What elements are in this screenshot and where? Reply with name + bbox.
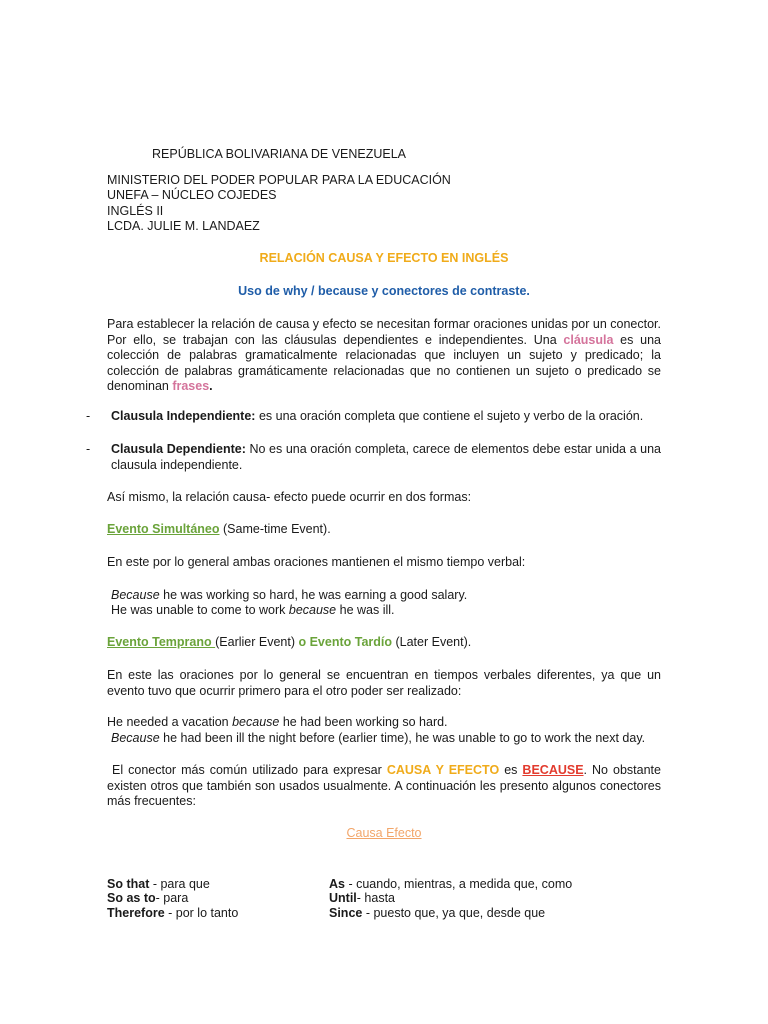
intro-part3: . [209, 379, 213, 393]
causa-efecto-highlight: CAUSA Y EFECTO [386, 763, 500, 777]
intro-paragraph [107, 317, 661, 395]
example-post: he was ill. [336, 603, 395, 617]
example-rest: he had been ill the night before (earlier time), he was unable to go to work the next day. [159, 731, 646, 745]
example-sentence [111, 588, 467, 604]
header-course: INGLÉS II [107, 204, 164, 218]
connector-term: As [329, 877, 345, 891]
bullet-term: Clausula Dependiente: [111, 442, 246, 456]
header-ministry: MINISTERIO DEL PODER POPULAR PARA LA EDUCACIÓN [107, 173, 451, 187]
example-sentence [111, 603, 395, 619]
because-highlight: BECAUSE [522, 763, 584, 777]
connector-item [329, 906, 545, 922]
conector-pre: El conector más común utilizado para expresar [112, 763, 387, 777]
conector-post: . No obstante existen otros que también son usados usualmente. A continuación les presento algunos conectores más frecuentes: [107, 763, 661, 808]
connector-meaning: - para [155, 891, 189, 905]
example-sentence [107, 715, 448, 731]
example-italic: Because [111, 731, 160, 745]
bullet-dependiente [111, 442, 661, 473]
connector-meaning: - para que [149, 877, 210, 891]
table-title: Causa Efecto [346, 826, 422, 840]
connector-term: So as to [107, 891, 156, 905]
term-clausula: cláusula [563, 332, 614, 347]
header-country: REPÚBLICA BOLIVARIANA DE VENEZUELA [152, 147, 407, 161]
connector-item [107, 891, 188, 907]
bullet-term: Clausula Independiente: [111, 409, 256, 423]
example-pre: He was unable to come to work [111, 603, 289, 617]
term-frases: frases [172, 379, 210, 393]
connector-term: So that [107, 877, 150, 891]
example-italic: Because [111, 588, 160, 602]
intro-part1: Para establecer la relación de causa y efecto se necesitan formar oraciones unidas por un conector. Por ello, se trabajan con las cláusulas dependientes e independientes. Una [107, 317, 661, 347]
bullet-dash: - [86, 442, 91, 456]
intro-part2: es una colección de palabras gramaticalmente relacionadas que incluyen un sujeto y predicado; la colección de palabras gramáticamente relacionadas que no contienen un sujeto o predicado se denominan [107, 332, 661, 393]
bullet-text: es una oración completa que contiene el sujeto y verbo de la oración. [255, 409, 644, 423]
example-sentence [111, 731, 645, 747]
connector-term: Therefore [107, 906, 165, 920]
simultaneo-rest: (Same-time Event). [219, 522, 331, 536]
document-subtitle: Uso de why / because y conectores de contraste. [238, 284, 530, 298]
example-italic: because [288, 603, 337, 617]
simultaneo-label: Evento Simultáneo [107, 522, 220, 536]
connector-meaning: - hasta [356, 891, 395, 905]
connector-meaning: - puesto que, ya que, desde que [362, 906, 546, 920]
connector-meaning: - cuando, mientras, a medida que, como [344, 877, 573, 891]
bullet-independiente [111, 409, 661, 425]
simultaneo-explanation: En este por lo general ambas oraciones mantienen el mismo tiempo verbal: [107, 555, 526, 569]
header-teacher: LCDA. JULIE M. LANDAEZ [107, 219, 260, 233]
asimismo-text: Así mismo, la relación causa- efecto puede ocurrir en dos formas: [107, 490, 472, 504]
conector-paragraph [107, 763, 661, 810]
temprano-heading [107, 635, 471, 651]
simultaneo-heading [107, 522, 331, 538]
tardio-label: Evento Tardío [306, 635, 393, 649]
example-italic: because [232, 715, 280, 729]
bullet-dash: - [86, 409, 91, 423]
temprano-o: o [298, 635, 307, 649]
header-institution: UNEFA – NÚCLEO COJEDES [107, 188, 277, 202]
connector-term: Since [329, 906, 363, 920]
temprano-label: Evento Temprano [107, 635, 216, 649]
temprano-mid2: (Later Event). [392, 635, 472, 649]
connector-item [329, 891, 395, 907]
example-rest: he was working so hard, he was earning a good salary. [159, 588, 468, 602]
document-title: RELACIÓN CAUSA Y EFECTO EN INGLÉS [259, 251, 509, 265]
temprano-mid1: (Earlier Event) [215, 635, 299, 649]
connector-meaning: - por lo tanto [164, 906, 239, 920]
example-post: he had been working so hard. [279, 715, 448, 729]
bullet-text: No es una oración completa, carece de elementos debe estar unida a una clausula independiente. [111, 442, 661, 472]
conector-mid: es [499, 763, 523, 777]
connector-item [107, 906, 238, 922]
example-pre: He needed a vacation [107, 715, 233, 729]
temprano-explanation: En este las oraciones por lo general se encuentran en tiempos verbales diferentes, ya que un evento tuvo que ocurrir primero para el otro poder ser realizado: [107, 668, 661, 698]
connector-term: Until [329, 891, 357, 905]
